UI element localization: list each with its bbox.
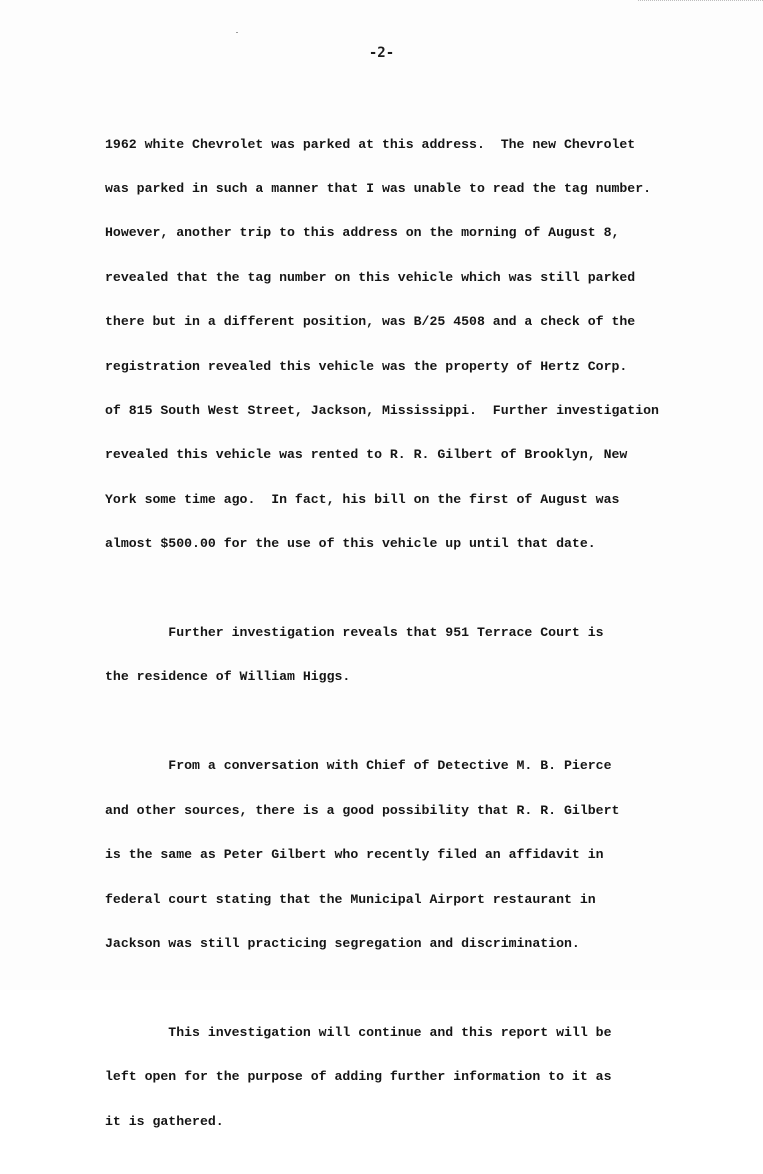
text-line: left open for the purpose of adding further information to it as <box>105 1069 612 1085</box>
paragraph-2 <box>105 597 745 715</box>
text-line: and other sources, there is a good possibility that R. R. Gilbert <box>105 802 620 818</box>
text-line: is the same as Peter Gilbert who recently filed an affidavit in <box>105 847 604 863</box>
text-line: revealed this vehicle was rented to R. R. Gilbert of Brooklyn, New <box>105 447 628 463</box>
document-body <box>105 108 745 1174</box>
text-line: From a conversation with Chief of Detective M. B. Pierce <box>105 758 612 774</box>
text-line: federal court stating that the Municipal Airport restaurant in <box>105 891 596 907</box>
text-line: However, another trip to this address on the morning of August 8, <box>105 225 620 241</box>
paragraph-1 <box>105 108 745 582</box>
text-line: York some time ago. In fact, his bill on the first of August was <box>105 491 620 507</box>
text-line: almost $500.00 for the use of this vehicle up until that date. <box>105 536 596 552</box>
text-line: of 815 South West Street, Jackson, Mississippi. Further investigation <box>105 402 659 418</box>
text-line: registration revealed this vehicle was the property of Hertz Corp. <box>105 358 628 374</box>
text-line: there but in a different position, was B/25 4508 and a check of the <box>105 314 636 330</box>
text-line: was parked in such a manner that I was unable to read the tag number. <box>105 180 652 196</box>
text-line: it is gathered. <box>105 1113 224 1129</box>
text-line: the residence of William Higgs. <box>105 669 351 685</box>
paragraph-4 <box>105 996 745 1159</box>
top-edge-mark <box>638 0 763 4</box>
text-line: This investigation will continue and this report will be <box>105 1025 612 1041</box>
text-line: revealed that the tag number on this vehicle which was still parked <box>105 269 636 285</box>
paragraph-3 <box>105 730 745 982</box>
text-line: Further investigation reveals that 951 Terrace Court is <box>105 625 604 641</box>
scan-speck <box>236 32 238 33</box>
page-number: -2- <box>368 45 395 61</box>
text-line: 1962 white Chevrolet was parked at this address. The new Chevrolet <box>105 136 636 152</box>
text-line: Jackson was still practicing segregation and discrimination. <box>105 936 580 952</box>
